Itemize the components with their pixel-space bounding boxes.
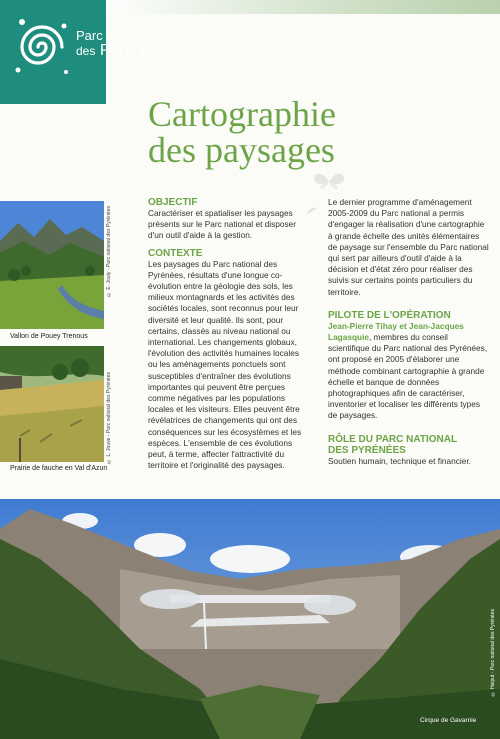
photo-prairie [0,346,104,462]
text-pilote [328,321,490,422]
photo-cirque-gavarnie [0,499,500,739]
column-right [328,197,490,467]
text-contexte: Les paysages du Parc national des Pyrénées, résultats d'une longue co-évolution entre la géologie des sols, les milieux montagnards et les activités des sociétés locales, sont reconnus pour leur diversité et leur qualité. Ils sont, pour certains, classés au niveau national ou international. Les changements globaux, l'évolution des activités humaines locales ou les aménagements ponctuels sont susceptibles d'entraîner des évolutions importantes qui peuvent être perçues comme négatives par les populations locales et les visiteurs. Elles peuvent être révélatrices de changements qui ont des conséquences sur les écosystèmes et les espèces. L'ensemble de ces évolutions peut, à terme, affecter l'attractivité du territoire et l'originalité des paysages. [148,258,302,471]
heading-role-line2: DES PYRÉNÉES [328,444,406,456]
butterfly-icon [312,170,346,192]
pilote-names: Jean-Pierre Tihay et Jean-Jacques Lagasquie [328,320,464,343]
mountain-panorama-image [0,499,500,739]
valley-image [0,201,104,329]
park-logo [0,0,168,104]
heading-pilote: PILOTE DE L'OPÉRATION [328,309,451,321]
logo-line2: Pyrénées [99,42,168,59]
caption-gavarnie: Cirque de Gavarnie [420,717,477,724]
heading-contexte: CONTEXTE [148,247,203,259]
page-title [148,96,336,168]
logo-line1: Parc national [76,28,152,43]
heading-objectif: OBJECTIF [148,197,198,208]
logo-wordmark [76,28,167,59]
text-objectif: Caractériser et spatialiser les paysages présents sur le Parc national et disposer d'un outil d'aide à la gestion. [148,208,297,241]
logo-line2-prefix: des [76,44,96,58]
title-line2: des paysages [148,130,335,170]
title-line1: Cartographie [148,94,336,134]
meadow-image [0,346,104,462]
text-role: Soutien humain, technique et financier. [328,455,471,466]
text-programme: Le dernier programme d'aménagement 2005-2009 du Parc national a permis d'engager la réalisation d'une cartographie à grande échelle des unités élémentaires de paysage sur l'ensemble du Parc national qui sert par ailleurs d'outil d'aide à la décision et d'état zéro pour réaliser des suivis sur certains points particuliers du territoire. [328,197,489,297]
spiral-logo-icon [12,14,72,80]
pilote-text: , membres du conseil scientifique du Parc national des Pyrénées, ont proposé en 2005 d'élaborer une méthode combinant cartographie à grande échelle et banque de données photographiques afin de caractériser, inventorier et localiser les différents types de paysages. [328,332,488,421]
credit-prairie: © L. Jouve - Parc national des Pyrénées [106,372,112,464]
column-middle [148,197,310,471]
heading-role [328,434,490,456]
credit-gavarnie: © Haiput - Parc national des Pyrénées [490,609,496,697]
credit-pouey: © E. Jouty - Parc national des Pyrénées [106,206,112,298]
caption-pouey: Vallon de Pouey Trenous [10,333,88,340]
photo-vallon-pouey [0,201,104,329]
heading-role-line1: RÔLE DU PARC NATIONAL [328,433,458,445]
caption-prairie: Prairie de fauche en Val d'Azun [10,465,108,472]
